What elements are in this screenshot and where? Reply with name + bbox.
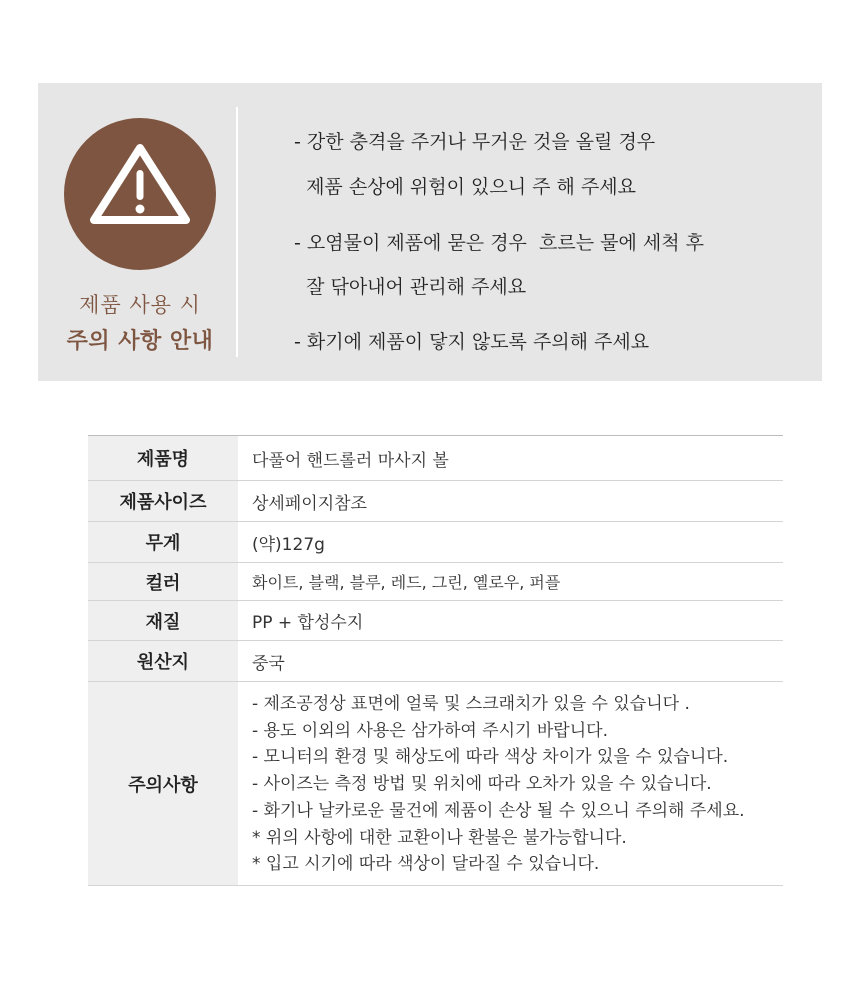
note-item: * 위의 사항에 대한 교환이나 환불은 불가능합니다.	[252, 827, 627, 848]
caution-line: 제품 손상에 위험이 있으니 주 해 주세요	[294, 176, 636, 198]
spec-value: 화이트, 블랙, 블루, 레드, 그린, 옐로우, 퍼플	[252, 573, 561, 592]
spec-label: 컬러	[88, 563, 238, 600]
warning-triangle-icon	[64, 118, 216, 270]
spec-label: 원산지	[88, 641, 238, 681]
caution-box	[38, 83, 822, 381]
note-item: - 사이즈는 측정 방법 및 위치에 따라 오차가 있을 수 있습니다.	[252, 774, 712, 795]
notes-list	[238, 682, 783, 885]
spec-value: 중국	[252, 653, 285, 674]
caution-divider	[236, 107, 238, 357]
spec-table	[88, 435, 783, 886]
spec-label: 제품명	[88, 436, 238, 480]
spec-row-name	[88, 436, 783, 481]
caution-line: - 오염물이 제품에 묻은 경우 흐르는 물에 세척 후	[294, 232, 704, 254]
caution-title-line1: 제품 사용 시	[79, 293, 201, 317]
note-item: - 제조공정상 표면에 얼룩 및 스크래치가 있을 수 있습니다 .	[252, 694, 690, 714]
spec-value: 상세페이지참조	[252, 493, 367, 514]
spec-row-material	[88, 601, 783, 641]
spec-value: (약)127g	[252, 534, 325, 555]
caution-header	[38, 83, 238, 381]
spec-row-size	[88, 481, 783, 522]
spec-row-weight	[88, 522, 783, 563]
note-item: - 모니터의 환경 및 해상도에 따라 색상 차이가 있을 수 있습니다.	[252, 747, 729, 768]
spec-label: 제품사이즈	[88, 481, 238, 521]
spec-label: 주의사항	[88, 682, 238, 885]
caution-line: - 강한 충격을 주거나 무거운 것을 올릴 경우	[294, 131, 656, 153]
spec-label: 무게	[88, 522, 238, 562]
caution-line: - 화기에 제품이 닿지 않도록 주의해 주세요	[294, 331, 650, 353]
caution-title-line2: 주의 사항 안내	[66, 329, 214, 354]
spec-row-notes	[88, 682, 783, 886]
spec-row-origin	[88, 641, 783, 682]
note-item: - 화기나 날카로운 물건에 제품이 손상 될 수 있으니 주의해 주세요.	[252, 800, 745, 821]
spec-row-color	[88, 563, 783, 601]
note-item: - 용도 이외의 사용은 삼가하여 주시기 바랍니다.	[252, 720, 608, 741]
spec-value: PP + 합성수지	[252, 613, 364, 633]
spec-value: 다풀어 핸드롤러 마사지 볼	[252, 450, 449, 471]
note-item: * 입고 시기에 따라 색상이 달라질 수 있습니다.	[252, 854, 600, 875]
caution-line: 잘 닦아내어 관리해 주세요	[294, 276, 527, 298]
spec-label: 재질	[88, 601, 238, 640]
